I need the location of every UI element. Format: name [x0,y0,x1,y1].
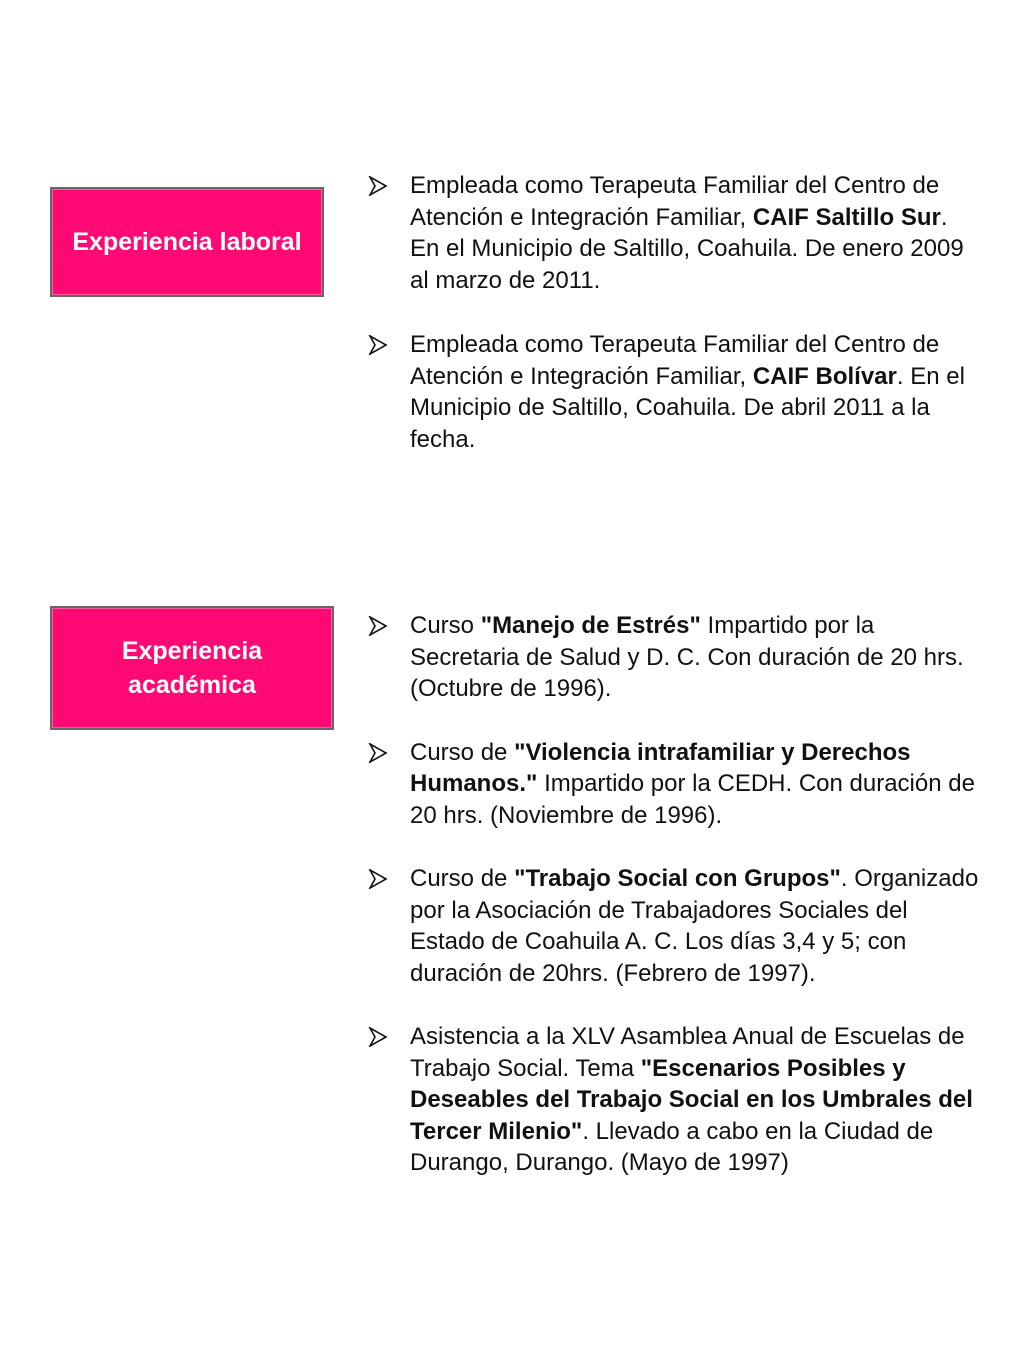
list-item [366,1021,981,1179]
item-text: Asistencia a la XLV Asamblea Anual de Escuelas de Trabajo Social. Tema [410,1023,965,1082]
arrowhead-bullet-icon [368,616,388,636]
item-bold-text: CAIF Bolívar [752,362,897,390]
item-bold-text: "Violencia intrafamiliar y Derechos Humanos." [410,738,911,797]
list-item [366,610,981,705]
list-item [366,737,981,832]
item-text: . Organizado por la Asociación de Trabajadores Sociales del Estado de Coahuila A. C. Los días 3,4 y 5; con duración de 20hrs. (Febrero de 1997). [410,865,979,987]
arrowhead-bullet-icon [368,869,388,889]
item-text: Impartido por la CEDH. Con duración de 20 hrs. (Noviembre de 1996). [410,770,975,829]
item-text: . Llevado a cabo en la Ciudad de Durango, Durango. (Mayo de 1997) [410,1117,934,1176]
item-text: Empleada como Terapeuta Familiar del Centro de Atención e Integración Familiar, [410,331,940,390]
experiencia-laboral-label-text: Experiencia laboral [72,228,302,256]
arrowhead-bullet-icon [368,176,388,196]
list-item [366,863,981,989]
experiencia-laboral-label [50,187,324,297]
experiencia-academica-list [366,610,981,1179]
arrowhead-bullet-icon [368,743,388,763]
item-text: Curso de [410,865,515,892]
experiencia-academica-label-line2: académica [128,671,256,699]
experiencia-academica-label-line1: Experiencia [121,637,263,665]
experiencia-academica-label [50,606,334,730]
list-item [366,329,976,455]
item-bold-text: "Manejo de Estrés" [480,612,701,639]
item-text: Curso [410,612,481,639]
item-text: Curso de [410,738,515,766]
list-item [366,170,976,296]
item-text: Impartido por la Secretaria de Salud y D. C. Con duración de 20 hrs. (Octubre de 1996). [410,612,964,702]
item-bold-text: "Trabajo Social con Grupos" [514,865,841,892]
arrowhead-bullet-icon [368,1027,388,1047]
item-text: Empleada como Terapeuta Familiar del Centro de Atención e Integración Familiar, [410,172,940,231]
item-bold-text: CAIF Saltillo Sur [752,203,941,231]
item-text: . En el Municipio de Saltillo, Coahuila. De enero 2009 al marzo de 2011. [410,203,964,294]
arrowhead-bullet-icon [368,335,388,355]
item-text: . En el Municipio de Saltillo, Coahuila. De abril 2011 a la fecha. [410,362,965,453]
item-bold-text: "Escenarios Posibles y Deseables del Trabajo Social en los Umbrales del Tercer Milenio" [410,1054,973,1145]
experiencia-laboral-list [366,170,976,488]
